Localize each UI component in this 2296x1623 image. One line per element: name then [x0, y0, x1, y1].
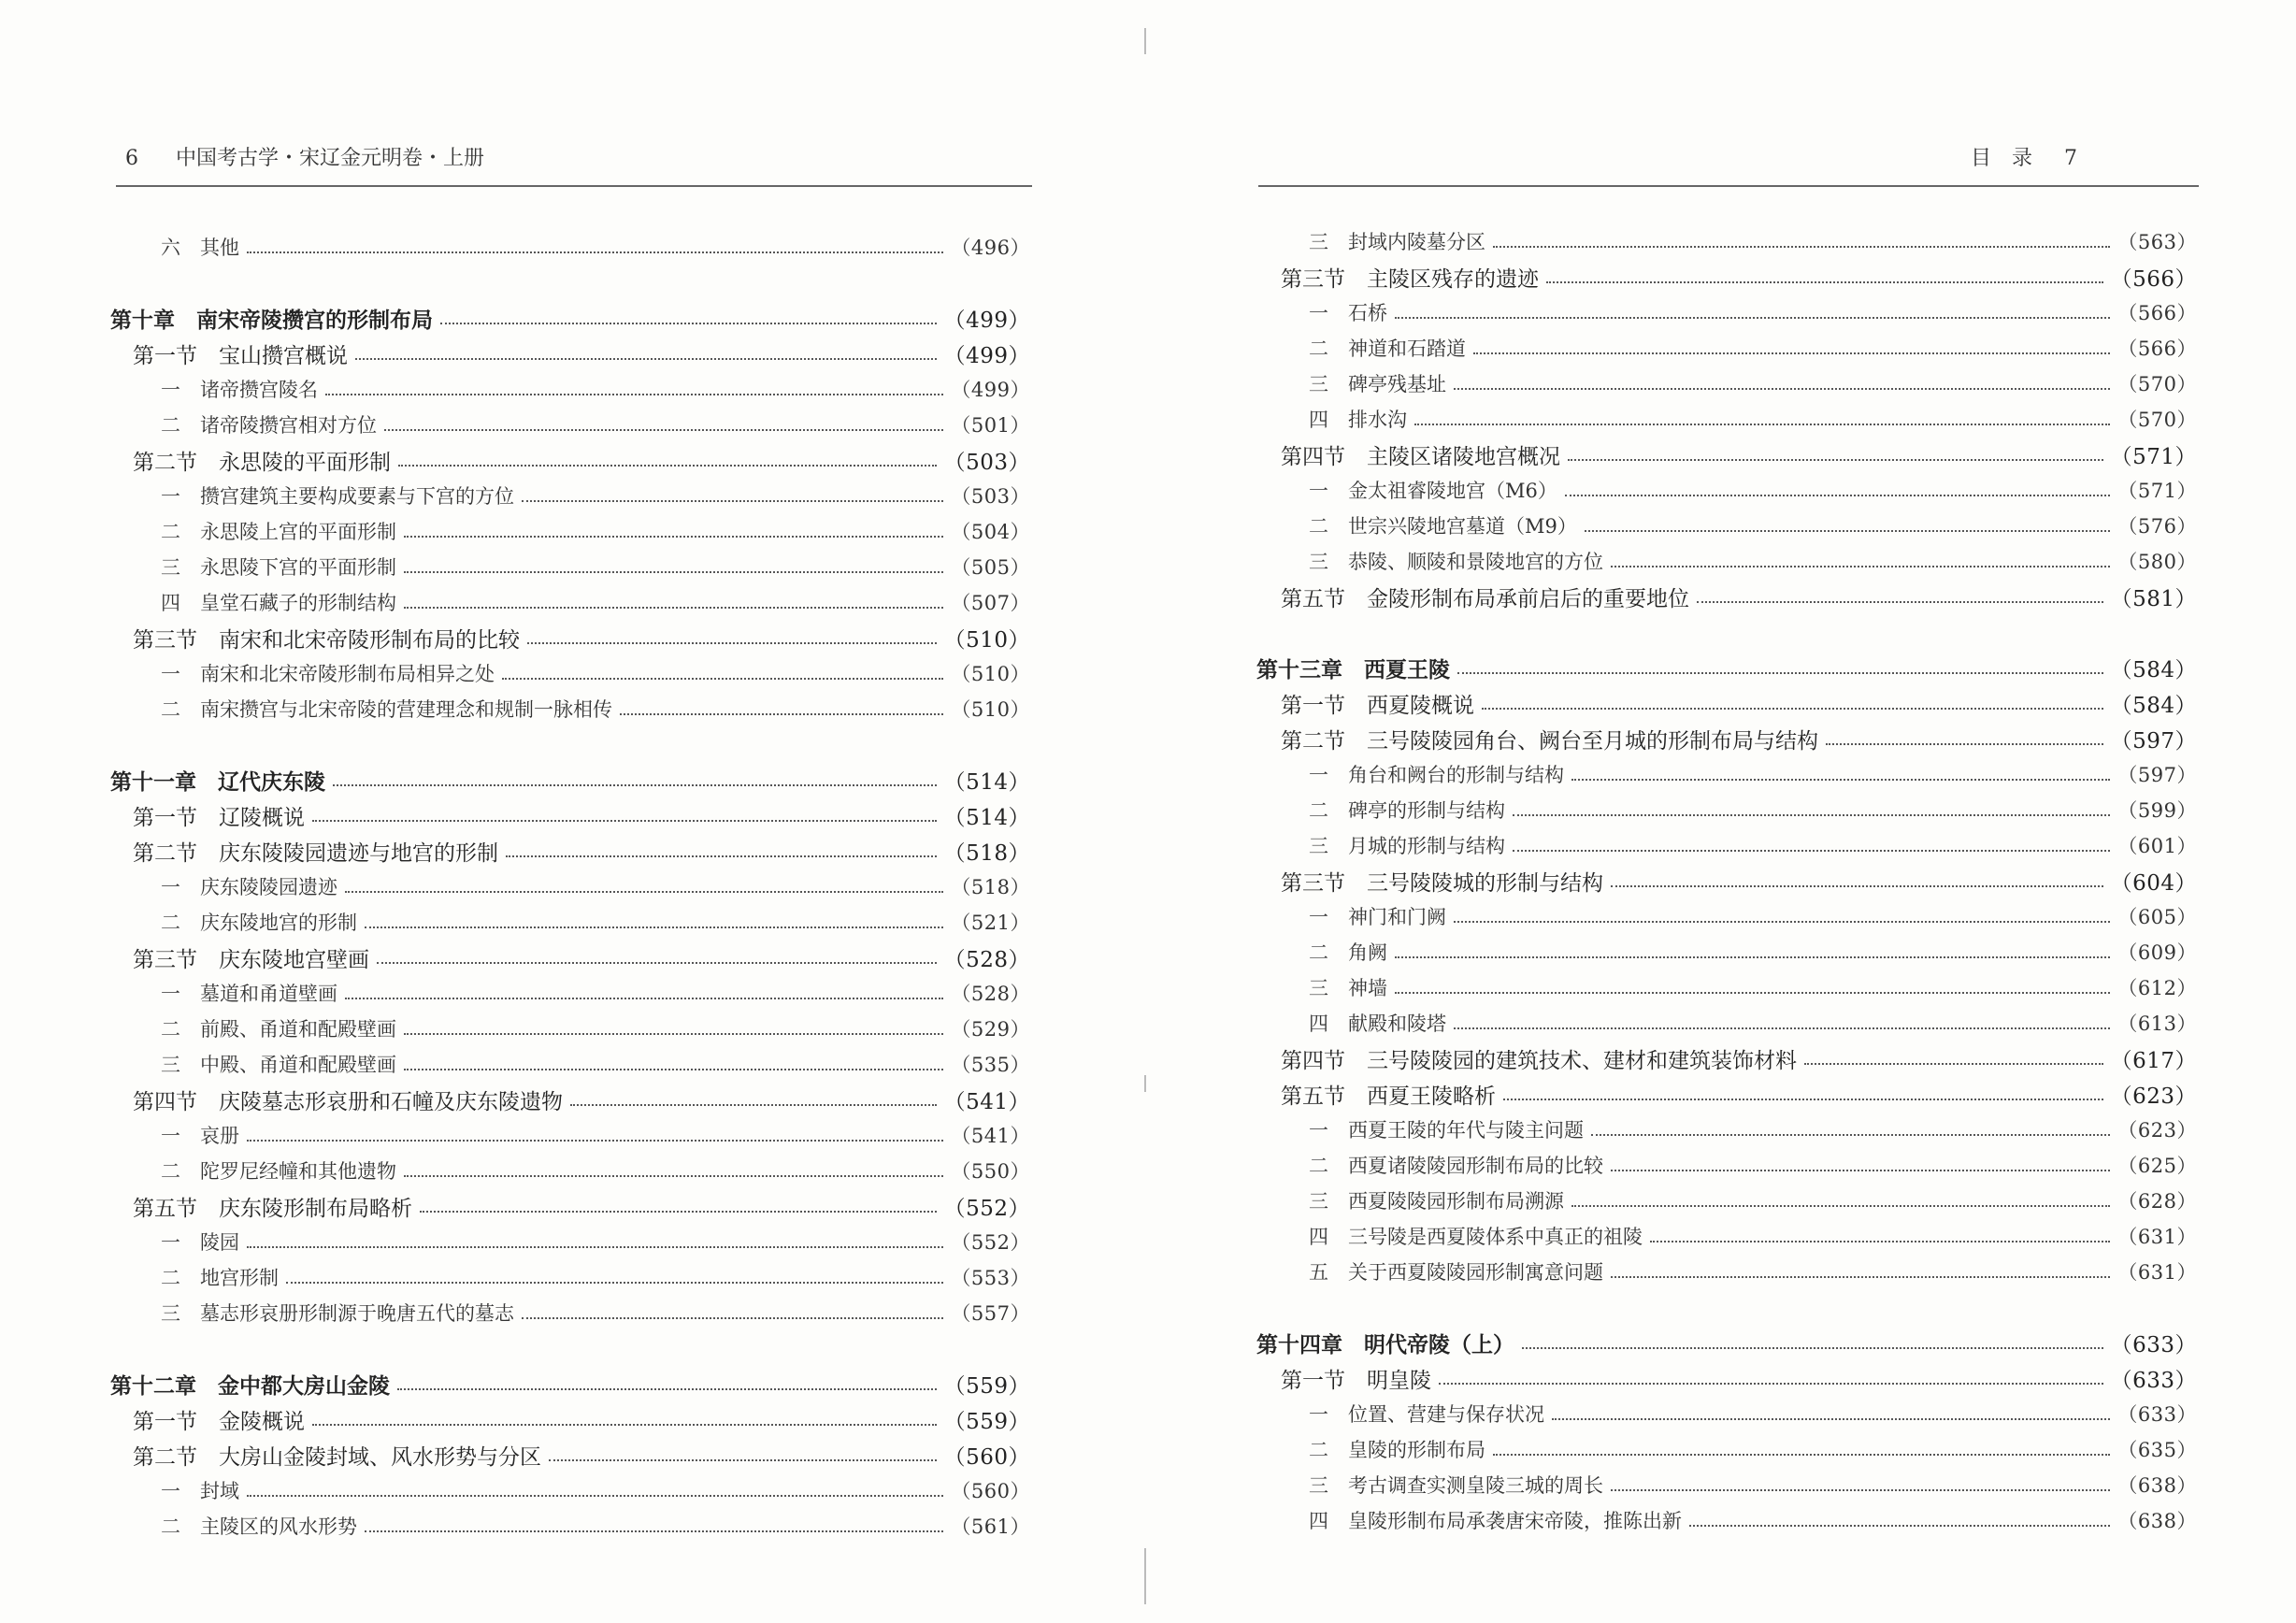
toc-entry-item [110, 976, 1030, 1010]
toc-entry-item [110, 550, 1030, 583]
dot-leader [397, 1388, 937, 1390]
toc-entry-section [110, 834, 1030, 868]
toc-entry-title: 第三节 庆东陵地宫壁画 [133, 947, 369, 972]
toc-entry-page-number: （518） [951, 876, 1030, 898]
toc-entry-item [110, 656, 1030, 690]
dot-leader [1457, 672, 2103, 674]
toc-entry-page-number: （604） [2110, 870, 2197, 896]
dot-leader [1585, 530, 2111, 532]
running-head-title-right: 目 录 [1970, 147, 2032, 170]
dot-leader [1395, 992, 2110, 994]
toc-entry-page-number: （521） [951, 912, 1030, 934]
toc-entry-title: 第一节 宝山攒宫概说 [133, 343, 348, 368]
toc-entry-item [1256, 1432, 2197, 1466]
dot-leader [440, 323, 937, 324]
dot-leader [1611, 1276, 2110, 1278]
toc-entry-section [110, 621, 1030, 654]
toc-entry-title: 二 永思陵上宫的平面形制 [161, 521, 396, 543]
dot-leader [1611, 566, 2110, 567]
toc-entry-page-number: （507） [951, 592, 1030, 614]
toc-entry-item [1256, 1219, 2197, 1253]
toc-entry-page-number: （561） [951, 1515, 1030, 1538]
toc-entry-item [110, 1047, 1030, 1081]
toc-entry-item [1256, 331, 2197, 365]
toc-entry-page-number: （576） [2117, 515, 2197, 538]
dot-leader [404, 607, 943, 609]
toc-entry-title: 二 前殿、甬道和配殿壁画 [161, 1018, 396, 1041]
toc-entry-title: 二 地宫形制 [161, 1267, 279, 1289]
toc-entry-title: 一 封域 [161, 1480, 239, 1502]
toc-entry-title: 一 陵园 [161, 1231, 239, 1254]
toc-entry-page-number: （541） [951, 1125, 1030, 1147]
toc-entry-item [110, 585, 1030, 619]
dot-leader [570, 1104, 937, 1106]
toc-entry-page-number: （605） [2117, 906, 2197, 928]
dot-leader [1414, 424, 2110, 425]
dot-leader [1689, 1525, 2110, 1527]
toc-entry-title: 一 西夏王陵的年代与陵主问题 [1309, 1119, 1584, 1142]
toc-entry-title: 第三节 主陵区残存的遗迹 [1281, 266, 1539, 292]
running-head-right [1971, 142, 2077, 171]
toc-entry-page-number: （559） [943, 1373, 1030, 1399]
toc-entry-item [1256, 935, 2197, 969]
toc-entry-title: 二 神道和石踏道 [1309, 338, 1466, 360]
dot-leader [365, 1530, 943, 1532]
toc-entry-section [110, 1438, 1030, 1472]
dot-leader [404, 571, 943, 573]
toc-entry-title: 第三节 南宋和北宋帝陵形制布局的比较 [133, 627, 520, 653]
toc-entry-title: 六 其他 [161, 237, 239, 259]
toc-entry-page-number: （499） [943, 308, 1030, 333]
dot-leader [1439, 1383, 2103, 1385]
dot-leader [1591, 1134, 2110, 1136]
toc-entry-title: 一 金太祖睿陵地宫（M6） [1309, 480, 1557, 502]
dot-leader [1552, 1418, 2110, 1420]
toc-entry-page-number: （535） [951, 1054, 1030, 1076]
toc-entry-page-number: （496） [951, 237, 1030, 259]
toc-entry-chapter [110, 1367, 1030, 1400]
toc-entry-page-number: （503） [943, 450, 1030, 475]
gutter-mark [1144, 1075, 1146, 1092]
toc-entry-title: 第十一章 辽代庆东陵 [110, 768, 325, 795]
dot-leader [1454, 388, 2110, 390]
toc-entry-title: 三 永思陵下宫的平面形制 [161, 556, 396, 579]
dot-leader [1473, 352, 2110, 354]
dot-leader [247, 1495, 943, 1497]
dot-leader [345, 998, 943, 999]
toc-entry-title: 三 月城的形制与结构 [1309, 835, 1505, 857]
toc-entry-page-number: （514） [943, 769, 1030, 795]
toc-entry-page-number: （528） [943, 947, 1030, 972]
toc-entry-page-number: （571） [2117, 480, 2197, 502]
dot-leader [1565, 495, 2111, 496]
toc-entry-title: 第二节 大房山金陵封域、风水形势与分区 [133, 1444, 541, 1470]
toc-entry-page-number: （613） [2117, 1013, 2197, 1035]
toc-entry-page-number: （580） [2117, 551, 2197, 573]
toc-entry-item [110, 408, 1030, 441]
toc-entry-section [110, 1083, 1030, 1116]
dot-leader [1482, 708, 2103, 710]
toc-entry-title: 第十二章 金中都大房山金陵 [110, 1372, 390, 1399]
toc-entry-title: 第一节 西夏陵概说 [1281, 693, 1474, 718]
dot-leader [506, 855, 937, 857]
dot-leader [1522, 1347, 2103, 1349]
toc-entry-chapter [110, 763, 1030, 797]
dot-leader [312, 1424, 937, 1426]
dot-leader [1503, 1099, 2103, 1100]
toc-entry-item [1256, 1006, 2197, 1040]
dot-leader [312, 820, 937, 822]
toc-entry-page-number: （584） [2110, 657, 2197, 682]
toc-entry-page-number: （560） [943, 1444, 1030, 1470]
toc-entry-item [1256, 1148, 2197, 1182]
toc-entry-item [110, 514, 1030, 548]
toc-entry-title: 二 主陵区的风水形势 [161, 1515, 357, 1538]
dot-leader [247, 1140, 943, 1142]
dot-leader [1568, 459, 2103, 461]
toc-entry-page-number: （505） [951, 556, 1030, 579]
page-number-left: 6 [125, 147, 138, 170]
toc-entry-title: 三 考古调查实测皇陵三城的周长 [1309, 1474, 1603, 1497]
dot-leader [1697, 601, 2103, 603]
toc-entry-title: 第四节 三号陵陵园的建筑技术、建材和建筑装饰材料 [1281, 1048, 1797, 1073]
toc-entry-title: 第二节 三号陵陵园角台、阙台至月城的形制布局与结构 [1281, 728, 1818, 754]
toc-entry-page-number: （584） [2110, 693, 2197, 718]
toc-entry-chapter [1256, 1326, 2197, 1359]
toc-entry-title: 第四节 庆陵墓志形哀册和石幢及庆东陵遗物 [133, 1089, 563, 1114]
toc-entry-title: 二 南宋攒宫与北宋帝陵的营建理念和规制一脉相传 [161, 698, 612, 721]
toc-entry-page-number: （503） [951, 485, 1030, 508]
dot-leader [1611, 1489, 2110, 1491]
dot-leader [404, 1175, 943, 1177]
dot-leader [247, 251, 943, 253]
toc-entry-page-number: （504） [951, 521, 1030, 543]
toc-entry-item [110, 1225, 1030, 1258]
toc-entry-title: 第四节 主陵区诸陵地宫概况 [1281, 444, 1560, 469]
toc-entry-title: 五 关于西夏陵陵园形制寓意问题 [1309, 1261, 1603, 1284]
toc-entry-page-number: （635） [2117, 1439, 2197, 1461]
toc-entry-chapter [110, 301, 1030, 335]
toc-entry-page-number: （541） [943, 1089, 1030, 1114]
toc-entry-page-number: （623） [2117, 1119, 2197, 1142]
toc-entry-section [1256, 722, 2197, 755]
toc-entry-page-number: （597） [2117, 764, 2197, 786]
toc-entry-item [1256, 402, 2197, 436]
toc-entry-item [1256, 1503, 2197, 1537]
dot-leader [247, 1246, 943, 1248]
toc-entry-title: 三 中殿、甬道和配殿壁画 [161, 1054, 396, 1076]
toc-entry-title: 二 角阙 [1309, 941, 1387, 964]
toc-entry-title: 二 碑亭的形制与结构 [1309, 799, 1505, 822]
toc-entry-section [110, 1402, 1030, 1436]
running-head-title-left: 中国考古学・宋辽金元明卷・上册 [176, 147, 485, 170]
toc-entry-page-number: （514） [943, 805, 1030, 830]
toc-entry-title: 一 石桥 [1309, 302, 1387, 324]
toc-entry-page-number: （499） [943, 343, 1030, 368]
toc-entry-page-number: （566） [2110, 266, 2197, 292]
toc-entry-section [110, 941, 1030, 974]
toc-entry-item [1256, 1397, 2197, 1430]
toc-entry-title: 二 诸帝陵攒宫相对方位 [161, 414, 377, 437]
toc-entry-section [110, 337, 1030, 370]
toc-entry-title: 第十三章 西夏王陵 [1256, 656, 1450, 682]
toc-entry-title: 三 神墙 [1309, 977, 1387, 999]
dot-leader [522, 1317, 943, 1319]
toc-entry-page-number: （570） [2117, 373, 2197, 395]
toc-entry-page-number: （563） [2117, 231, 2197, 253]
toc-entry-section [1256, 260, 2197, 294]
toc-entry-section [1256, 438, 2197, 471]
toc-entry-title: 第十四章 明代帝陵（上） [1256, 1331, 1514, 1357]
dot-leader [1395, 317, 2110, 319]
toc-entry-item [110, 1509, 1030, 1543]
toc-entry-page-number: （599） [2117, 799, 2197, 822]
toc-entry-item [110, 1296, 1030, 1329]
toc-entry-title: 一 神门和门阙 [1309, 906, 1446, 928]
dot-leader [355, 358, 937, 360]
toc-entry-section [1256, 864, 2197, 898]
toc-entry-item [1256, 970, 2197, 1004]
dot-leader [522, 500, 943, 502]
dot-leader [404, 1033, 943, 1035]
dot-leader [333, 784, 937, 786]
toc-entry-page-number: （628） [2117, 1190, 2197, 1213]
toc-entry-item [110, 1260, 1030, 1294]
toc-entry-section [1256, 580, 2197, 613]
dot-leader [1611, 885, 2103, 887]
toc-entry-item [110, 1012, 1030, 1045]
toc-entry-item [1256, 366, 2197, 400]
dot-leader [502, 678, 943, 680]
toc-entry-item [110, 1154, 1030, 1187]
toc-entry-title: 一 哀册 [161, 1125, 239, 1147]
toc-entry-item [1256, 793, 2197, 826]
toc-entry-page-number: （566） [2117, 302, 2197, 324]
toc-entry-page-number: （529） [951, 1018, 1030, 1041]
toc-entry-page-number: （609） [2117, 941, 2197, 964]
toc-entry-item [1256, 509, 2197, 542]
toc-entry-page-number: （528） [951, 983, 1030, 1005]
dot-leader [404, 536, 943, 538]
toc-entry-title: 四 三号陵是西夏陵体系中真正的祖陵 [1309, 1226, 1643, 1248]
toc-entry-page-number: （601） [2117, 835, 2197, 857]
dot-leader [384, 429, 943, 431]
toc-entry-page-number: （553） [951, 1267, 1030, 1289]
toc-entry-section [110, 1189, 1030, 1223]
toc-entry-item [1256, 1184, 2197, 1217]
dot-leader [325, 394, 943, 395]
dot-leader [365, 926, 943, 928]
toc-entry-item [1256, 1113, 2197, 1146]
toc-entry-item [1256, 544, 2197, 578]
toc-entry-page-number: （581） [2110, 586, 2197, 611]
toc-entry-page-number: （631） [2117, 1226, 2197, 1248]
header-rule-right [1258, 185, 2199, 187]
dot-leader [398, 465, 937, 467]
toc-entry-title: 二 世宗兴陵地宫墓道（M9） [1309, 515, 1577, 538]
toc-entry-title: 四 排水沟 [1309, 409, 1407, 431]
toc-entry-item [1256, 757, 2197, 791]
dot-leader [420, 1211, 937, 1213]
toc-entry-page-number: （623） [2110, 1084, 2197, 1109]
right-page [1148, 0, 2296, 1623]
toc-entry-item [1256, 295, 2197, 329]
dot-leader [1611, 1170, 2110, 1171]
toc-entry-section [110, 443, 1030, 477]
toc-entry-item [110, 905, 1030, 939]
toc-entry-page-number: （566） [2117, 338, 2197, 360]
header-rule-left [116, 185, 1032, 187]
toc-entry-title: 四 皇陵形制布局承袭唐宋帝陵，推陈出新 [1309, 1510, 1682, 1532]
toc-entry-page-number: （633） [2110, 1368, 2197, 1393]
toc-entry-title: 三 碑亭残基址 [1309, 373, 1446, 395]
toc-entry-page-number: （560） [951, 1480, 1030, 1502]
toc-entry-item [1256, 1468, 2197, 1501]
toc-entry-page-number: （559） [943, 1409, 1030, 1434]
toc-entry-title: 二 陀罗尼经幢和其他遗物 [161, 1160, 396, 1183]
toc-entry-title: 第五节 金陵形制布局承前启后的重要地位 [1281, 586, 1689, 611]
toc-entry-item [110, 230, 1030, 264]
toc-entry-item [110, 1473, 1030, 1507]
toc-entry-title: 一 攒宫建筑主要构成要素与下宫的方位 [161, 485, 514, 508]
toc-entry-page-number: （571） [2110, 444, 2197, 469]
toc-entry-section [110, 798, 1030, 832]
toc-entry-page-number: （612） [2117, 977, 2197, 999]
toc-entry-item [110, 869, 1030, 903]
dot-leader [1454, 1027, 2110, 1029]
dot-leader [1454, 921, 2110, 923]
toc-entry-page-number: （552） [943, 1196, 1030, 1221]
toc-entry-title: 三 封域内陵墓分区 [1309, 231, 1485, 253]
toc-entry-title: 一 诸帝攒宫陵名 [161, 379, 318, 401]
toc-entry-page-number: （510） [951, 663, 1030, 685]
toc-entry-title: 一 庆东陵陵园遗迹 [161, 876, 337, 898]
dot-leader [1493, 1454, 2110, 1456]
page-number-right: 7 [2064, 147, 2077, 170]
toc-entry-title: 第三节 三号陵陵城的形制与结构 [1281, 870, 1603, 896]
dot-leader [1826, 743, 2103, 745]
toc-entry-title: 四 皇堂石藏子的形制结构 [161, 592, 396, 614]
toc-entry-item [110, 372, 1030, 406]
toc-entry-item [110, 479, 1030, 512]
dot-leader [1395, 956, 2110, 958]
toc-entry-title: 三 墓志形哀册形制源于晚唐五代的墓志 [161, 1302, 514, 1325]
toc-entry-title: 三 恭陵、顺陵和景陵地宫的方位 [1309, 551, 1603, 573]
toc-entry-title: 第五节 西夏王陵略析 [1281, 1084, 1496, 1109]
toc-entry-page-number: （510） [943, 627, 1030, 653]
dot-leader [620, 713, 943, 715]
dot-leader [377, 962, 937, 964]
toc-entry-page-number: （638） [2117, 1510, 2197, 1532]
dot-leader [1650, 1241, 2110, 1242]
toc-entry-page-number: （617） [2110, 1048, 2197, 1073]
toc-entry-page-number: （631） [2117, 1261, 2197, 1284]
toc-entry-title: 第一节 辽陵概说 [133, 805, 305, 830]
toc-entry-item [110, 692, 1030, 725]
toc-entry-page-number: （625） [2117, 1155, 2197, 1177]
dot-leader [1571, 779, 2110, 781]
toc-entry-item [110, 1118, 1030, 1152]
toc-entry-title: 一 角台和阙台的形制与结构 [1309, 764, 1564, 786]
toc-entry-item [1256, 224, 2197, 258]
toc-entry-page-number: （633） [2110, 1332, 2197, 1357]
dot-leader [1571, 1205, 2110, 1207]
toc-entry-item [1256, 1255, 2197, 1288]
toc-entry-page-number: （499） [951, 379, 1030, 401]
toc-entry-page-number: （597） [2110, 728, 2197, 754]
gutter-mark [1144, 1548, 1146, 1604]
toc-entry-page-number: （570） [2117, 409, 2197, 431]
toc-entry-section [1256, 1077, 2197, 1111]
toc-entry-section [1256, 1041, 2197, 1075]
toc-entry-title: 二 庆东陵地宫的形制 [161, 912, 357, 934]
toc-entry-chapter [1256, 651, 2197, 684]
dot-leader [345, 891, 943, 893]
toc-entry-title: 二 西夏诸陵陵园形制布局的比较 [1309, 1155, 1603, 1177]
toc-entry-page-number: （510） [951, 698, 1030, 721]
toc-entry-section [1256, 686, 2197, 720]
toc-entry-title: 四 献殿和陵塔 [1309, 1013, 1446, 1035]
toc-entry-page-number: （633） [2117, 1403, 2197, 1426]
toc-entry-item [1256, 899, 2197, 933]
dot-leader [286, 1282, 943, 1284]
toc-entry-section [1256, 1361, 2197, 1395]
toc-entry-title: 第一节 明皇陵 [1281, 1368, 1431, 1393]
toc-entry-page-number: （518） [943, 840, 1030, 866]
dot-leader [404, 1069, 943, 1070]
dot-leader [1546, 281, 2103, 283]
toc-entry-title: 第一节 金陵概说 [133, 1409, 305, 1434]
toc-entry-title: 三 西夏陵陵园形制布局溯源 [1309, 1190, 1564, 1213]
toc-entry-page-number: （550） [951, 1160, 1030, 1183]
toc-entry-page-number: （501） [951, 414, 1030, 437]
dot-leader [549, 1459, 937, 1461]
toc-entry-page-number: （557） [951, 1302, 1030, 1325]
gutter-mark [1144, 28, 1146, 54]
toc-entry-title: 第二节 永思陵的平面形制 [133, 450, 391, 475]
dot-leader [1804, 1063, 2103, 1065]
toc-entry-title: 第五节 庆东陵形制布局略析 [133, 1196, 412, 1221]
dot-leader [527, 642, 937, 644]
toc-entry-item [1256, 473, 2197, 507]
toc-entry-title: 一 南宋和北宋帝陵形制布局相异之处 [161, 663, 495, 685]
toc-entry-item [1256, 828, 2197, 862]
dot-leader [1493, 246, 2110, 248]
toc-entry-title: 二 皇陵的形制布局 [1309, 1439, 1485, 1461]
dot-leader [1513, 814, 2110, 816]
dot-leader [1513, 850, 2110, 852]
toc-entry-page-number: （638） [2117, 1474, 2197, 1497]
toc-entry-title: 一 墓道和甬道壁画 [161, 983, 337, 1005]
toc-entry-page-number: （552） [951, 1231, 1030, 1254]
running-head-left [125, 142, 484, 171]
toc-entry-title: 第十章 南宋帝陵攒宫的形制布局 [110, 307, 433, 333]
toc-entry-title: 一 位置、营建与保存状况 [1309, 1403, 1544, 1426]
toc-entry-title: 第二节 庆东陵陵园遗迹与地宫的形制 [133, 840, 498, 866]
